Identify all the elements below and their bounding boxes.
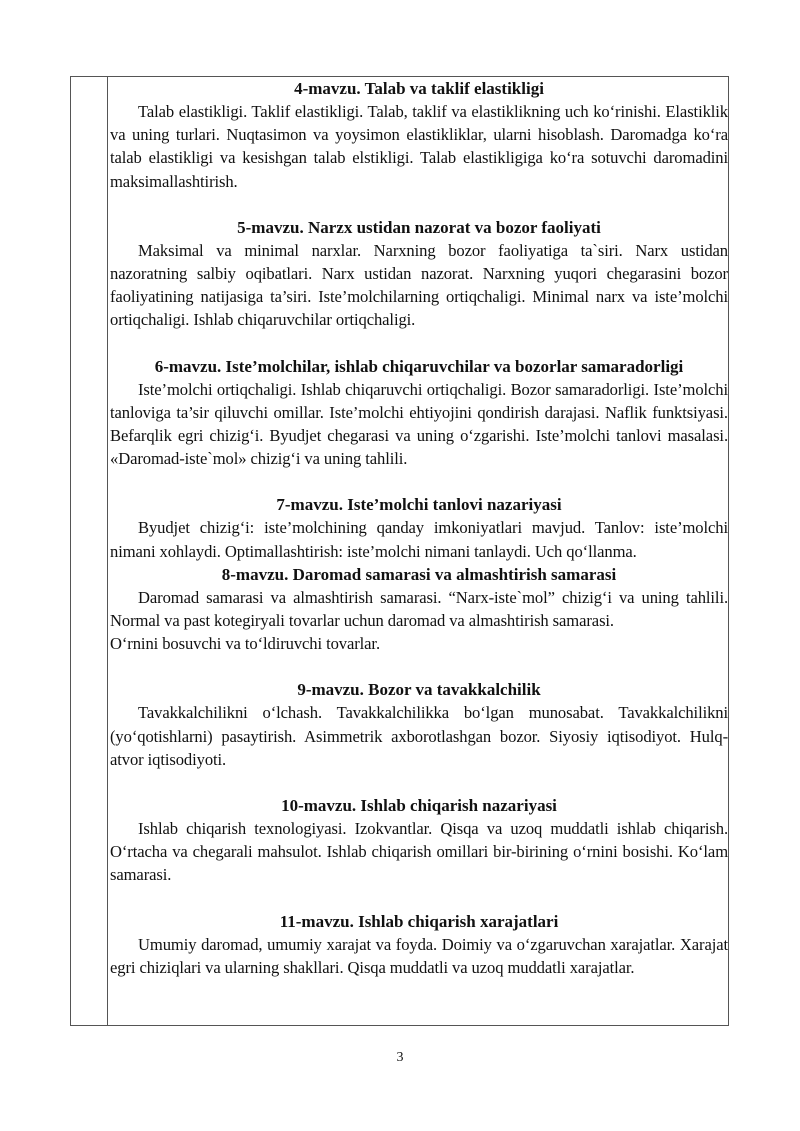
- topic-heading: 11-mavzu. Ishlab chiqarish xarajatlari: [279, 911, 559, 931]
- topic-section: [110, 910, 728, 979]
- topic-heading: 7-mavzu. Iste’molchi tanlovi nazariyasi: [276, 495, 562, 515]
- topic-heading: 10-mavzu. Ishlab chiqarish nazariyasi: [281, 796, 557, 816]
- topic-section: [110, 794, 728, 887]
- topic-paragraph: Tavakkalchilikni o‘lchash. Tavakkalchilikka bo‘lgan munosabat. Tavakkalchilikni (yo‘qotishlarni) pasaytirish. Asimmetrik axborotlashgan bozor. Siyosiy iqtisodiyot. Hulq-atvor iqtisodiyoti.: [110, 703, 728, 769]
- topic-section: [110, 678, 728, 771]
- topic-paragraph: Umumiy daromad, umumiy xarajat va foyda. Doimiy va o‘zgaruvchan xarajatlar. Xarajat egri chiziqlari va ularning shakllari. Qisqa muddatli va uzoq muddatli xarajatlar.: [110, 934, 728, 977]
- topic-section: [110, 493, 728, 562]
- topic-heading: 9-mavzu. Bozor va tavakkalchilik: [297, 680, 541, 700]
- topic-paragraph: Talab elastikligi. Taklif elastikligi. Talab, taklif va elastiklikning uch ko‘rinishi. Elastiklik va uning turlari. Nuqtasimon va yoysimon elastikliklar, ularni hisoblash. Daromadga ko‘ra talab elastikligi va kesishgan talab elstikligi. Talab elastikligiga ko‘ra sotuvchi daromadini maksimallashtirish.: [110, 102, 728, 191]
- topic-section: [110, 355, 728, 471]
- topic-paragraph: Daromad samarasi va almashtirish samarasi. “Narx-iste`mol” chizig‘i va uning tahlili. Normal va past kotegiryali tovarlar uchun daromad va almashtirish samarasi.: [110, 587, 728, 631]
- topic-heading: 4-mavzu. Talab va taklif elastikligi: [294, 79, 544, 98]
- topic-paragraph: Iste’molchi ortiqchaligi. Ishlab chiqaruvchi ortiqchaligi. Bozor samaradorligi. Iste’molchi tanloviga ta’sir qiluvchi omillar. Iste’molchi ehtiyojini qondirish darajasi. Naflik funktsiyasi. Befarqlik egri chizig‘i. Byudjet chegarasi va uning o‘zgarishi. Iste’molchi tanlovi masalasi. «Daromad-iste`mol» chizig‘i va uning tahlili.: [110, 379, 728, 469]
- topic-paragraph: Byudjet chizig‘i: iste’molchining qanday imkoniyatlari mavjud. Tanlov: iste’molchi nimani xohlaydi. Optimallashtirish: iste’molchi nimani tanlaydi. Uch qo‘llanma.: [110, 518, 728, 561]
- topic-section: [110, 563, 728, 656]
- table-frame: [70, 76, 729, 1026]
- topic-section: [110, 77, 728, 193]
- page-number: 3: [396, 1050, 404, 1065]
- topic-paragraph: Ishlab chiqarish texnologiyasi. Izokvantlar. Qisqa va uzoq muddatli ishlab chiqarish. O‘rtacha va chegarali mahsulot. Ishlab chiqarish omillari bir-birining o‘rnini bosishi. Ko‘lam samarasi.: [110, 819, 728, 885]
- topic-heading: 6-mavzu. Iste’molchilar, ishlab chiqaruvchilar va bozorlar samaradorligi: [154, 356, 684, 376]
- topic-section: [110, 216, 728, 332]
- topic-heading: 8-mavzu. Daromad samarasi va almashtirish samarasi: [221, 564, 617, 584]
- table-left-column: [71, 77, 108, 1025]
- topic-paragraph-extra: O‘rnini bosuvchi va to‘ldiruvchi tovarlar.: [110, 634, 380, 654]
- topic-heading: 5-mavzu. Narzx ustidan nazorat va bozor faoliyati: [237, 217, 601, 237]
- topic-paragraph: Maksimal va minimal narxlar. Narxning bozor faoliyatiga ta`siri. Narx ustidan nazoratning salbiy oqibatlari. Narx ustidan nazorat. Narxning yuqori chegarasini bozor faoliyatining natijasiga ta’siri. Iste’molchilarning ortiqchaligi. Minimal narx va iste’molchi ortiqchaligi. Ishlab chiqaruvchilar ortiqchaligi.: [110, 240, 728, 330]
- table-content-cell: [109, 77, 728, 979]
